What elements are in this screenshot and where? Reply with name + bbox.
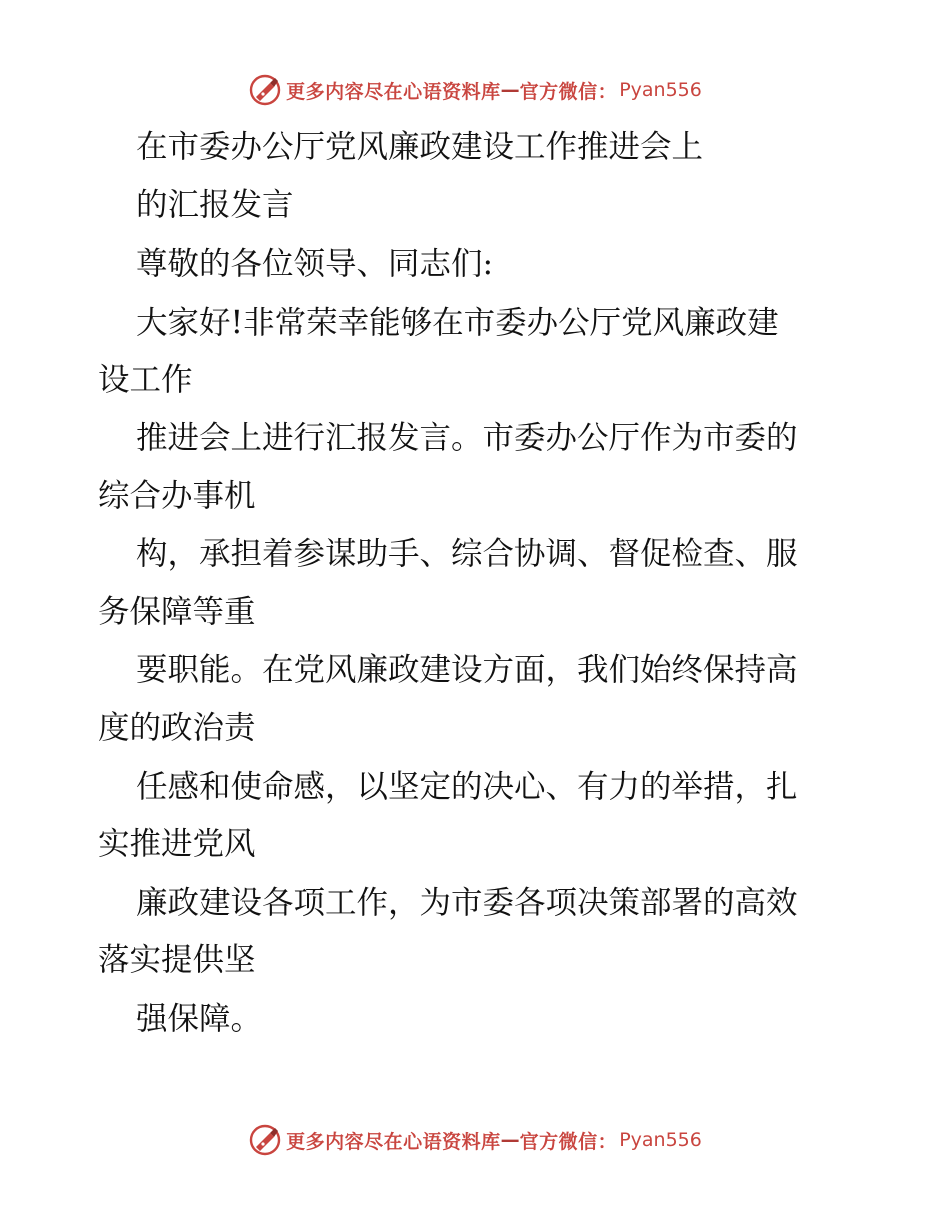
paragraph-line: 综合办事机: [98, 478, 256, 514]
pen-nib-logo-icon: [248, 1123, 282, 1157]
watermark-site-text: 更多内容尽在心语资料库: [286, 1130, 501, 1153]
paragraph-line: 落实提供坚: [98, 942, 256, 978]
paragraph-line: 构，承担着参谋助手、综合协调、督促检查、服: [136, 536, 798, 572]
paragraph-line: 大家好!非常荣幸能够在市委办公厅党风廉政建: [136, 305, 779, 341]
paragraph-line: 度的政治责: [98, 710, 256, 746]
salutation: 尊敬的各位领导、同志们:: [136, 246, 494, 282]
watermark-wechat-label: 官方微信：: [519, 80, 618, 103]
paragraph-line: 任感和使命感，以坚定的决心、有力的举措，扎: [136, 769, 798, 805]
title-line-1: 在市委办公厅党风廉政建设工作推进会上: [136, 129, 704, 165]
watermark-dash: —: [500, 79, 520, 101]
watermark-wechat-label: 官方微信：: [519, 1130, 618, 1153]
header-watermark: [0, 70, 950, 110]
watermark-account: Pyan556: [619, 79, 702, 101]
paragraph-line: 要职能。在党风廉政建设方面，我们始终保持高: [136, 652, 798, 688]
paragraph-line: 廉政建设各项工作，为市委各项决策部署的高效: [136, 885, 798, 921]
paragraph-line: 实推进党风: [98, 826, 256, 862]
paragraph-line: 强保障。: [136, 1001, 263, 1037]
watermark-dash: —: [500, 1129, 520, 1151]
footer-watermark: [0, 1120, 950, 1160]
watermark-account: Pyan556: [619, 1129, 702, 1151]
watermark-site-text: 更多内容尽在心语资料库: [286, 80, 501, 103]
title-line-2: 的汇报发言: [136, 187, 294, 223]
paragraph-line: 务保障等重: [98, 594, 256, 630]
paragraph-line: 推进会上进行汇报发言。市委办公厅作为市委的: [136, 420, 798, 456]
paragraph-line: 设工作: [98, 362, 193, 398]
pen-nib-logo-icon: [248, 73, 282, 107]
